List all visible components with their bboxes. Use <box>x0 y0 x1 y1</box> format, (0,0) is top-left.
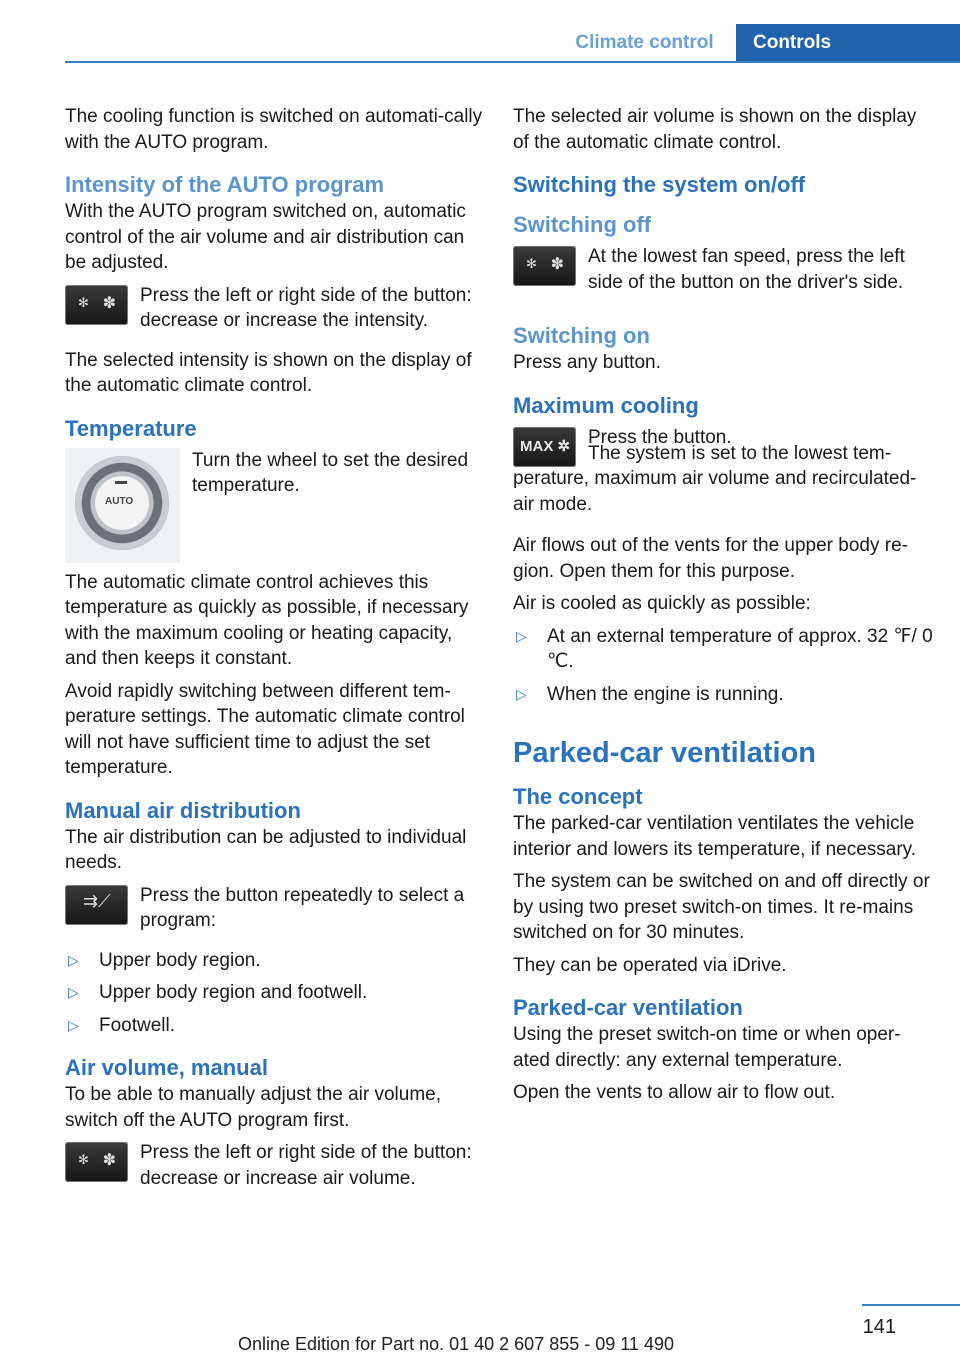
header-section-tab[interactable]: Climate control <box>575 32 714 53</box>
wheel-auto-label: AUTO <box>105 495 134 507</box>
triangle-bullet-icon: ▷ <box>516 685 527 702</box>
paragraph-concept-2: The system can be switched on and off directly or by using two preset switch-on times. It re-mains switched on for 30 minutes. <box>513 871 930 943</box>
fan-large-icon: ✽ <box>550 256 564 273</box>
right-column <box>513 104 933 1113</box>
paragraph-concept-3: They can be operated via iDrive. <box>513 954 787 976</box>
heading-temperature: Temperature <box>65 415 197 441</box>
heading-intensity: Intensity of the AUTO program <box>65 172 385 197</box>
intensity-button-row <box>65 283 483 341</box>
paragraph-temp-1: The automatic climate control achieves this temperature as quickly as possible, if necessary with the maximum cooling or heating capacity, and then keeps it constant. <box>65 571 469 669</box>
off-button-image <box>513 246 576 286</box>
triangle-bullet-icon: ▷ <box>68 1016 79 1033</box>
paragraph-parked-2: Open the vents to allow air to flow out. <box>513 1082 836 1103</box>
list-item: ▷ When the engine is running. <box>513 682 933 708</box>
airvol-button-image <box>65 1142 128 1182</box>
triangle-bullet-icon: ▷ <box>68 951 79 968</box>
air-distribution-icon: ⇉⟋ <box>83 890 111 911</box>
list-item: ▷ At an external temperature of approx. 32 ℉/ 0 ℃. <box>516 625 933 672</box>
heading-parked-ventilation-sub: Parked-car ventilation <box>513 995 743 1020</box>
paragraph-intensity-shown: The selected intensity is shown on the display of the automatic climate control. <box>65 349 472 396</box>
triangle-bullet-icon: ▷ <box>68 984 79 1000</box>
max-text-1: Press the button. <box>588 426 732 448</box>
program-list <box>65 948 483 1039</box>
max-text-2: The system is set to the lowest tem-perature, maximum air volume and recirculated-air mode. <box>513 442 917 515</box>
distribution-button-row <box>65 883 483 941</box>
heading-maximum-cooling: Maximum cooling <box>513 392 699 418</box>
intensity-button-image <box>65 285 128 325</box>
heading-switching-on: Switching on <box>513 323 650 348</box>
paragraph-air-volume: To be able to manually adjust the air volume, switch off the AUTO program first. <box>65 1084 441 1131</box>
triangle-bullet-icon: ▷ <box>516 627 527 644</box>
paragraph-temp-2: Avoid rapidly switching between different tem-perature settings. The automatic climate control will not have sufficient time to adjust the set temperature. <box>65 680 465 778</box>
footer-rule <box>862 1304 960 1306</box>
paragraph-parked-1: Using the preset switch-on time or when oper-ated directly: any external temperature. <box>513 1024 901 1071</box>
paragraph-intensity: With the AUTO program switched on, automatic control of the air volume and air distribution can be adjusted. <box>65 201 466 273</box>
heading-parked-car-ventilation: Parked-car ventilation <box>513 737 816 769</box>
left-column <box>65 104 483 1205</box>
paragraph-airvol-shown: The selected air volume is shown on the display of the automatic climate control. <box>513 106 917 153</box>
minus-icon <box>115 481 127 484</box>
condition-list <box>513 624 933 708</box>
max-button-image: MAX ✲ <box>513 427 576 467</box>
distribution-button-text: Press the button repeatedly to select a program: <box>140 884 465 931</box>
paragraph-air-flows: Air flows out of the vents for the upper body re-gion. Open them for this purpose. <box>513 535 908 582</box>
paragraph-manual: The air distribution can be adjusted to individual needs. <box>65 826 467 873</box>
airvol-button-row <box>65 1140 483 1198</box>
temperature-text: Turn the wheel to set the desired temperature. <box>192 449 469 496</box>
heading-switching-system: Switching the system on/off <box>513 172 806 197</box>
list-item: ▷ Upper body region and footwell. <box>65 980 483 1006</box>
list-item: ▷ Footwell. <box>65 1013 483 1039</box>
airvol-button-text: Press the left or right side of the button: decrease or increase air volume. <box>140 1142 472 1189</box>
heading-manual-distribution: Manual air distribution <box>65 797 301 823</box>
page-number: 141 <box>862 1316 896 1338</box>
temperature-row <box>65 448 483 563</box>
off-text: At the lowest fan speed, press the left side of the button on the driver's side. <box>588 246 905 293</box>
list-item: ▷ Upper body region. <box>65 948 483 974</box>
header-chapter-tab[interactable]: Controls <box>736 24 960 61</box>
distribution-button-image <box>65 885 128 925</box>
fan-large-icon: ✽ <box>102 1152 116 1169</box>
temperature-wheel-image <box>65 448 180 563</box>
heading-concept: The concept <box>513 784 643 809</box>
fan-large-icon: ✽ <box>102 294 116 312</box>
off-button-row <box>513 244 933 302</box>
paragraph-switching-on: Press any button. <box>513 352 661 373</box>
heading-switching-off: Switching off <box>513 212 652 237</box>
heading-air-volume: Air volume, manual <box>65 1055 268 1080</box>
header-rule <box>65 61 960 63</box>
edition-line: Online Edition for Part no. 01 40 2 607 855 - 09 11 490 <box>238 1334 674 1354</box>
fan-small-icon: ✻ <box>78 294 89 310</box>
fan-small-icon: ✻ <box>78 1152 89 1167</box>
fan-small-icon: ✻ <box>526 256 537 271</box>
paragraph-auto-cooling: The cooling function is switched on automati-cally with the AUTO program. <box>65 106 483 153</box>
paragraph-air-cooled: Air is cooled as quickly as possible: <box>513 593 811 614</box>
paragraph-concept-1: The parked-car ventilation ventilates the vehicle interior and lowers its temperature, if necessary. <box>513 813 917 860</box>
intensity-button-text: Press the left or right side of the button: decrease or increase the intensity. <box>140 284 472 331</box>
